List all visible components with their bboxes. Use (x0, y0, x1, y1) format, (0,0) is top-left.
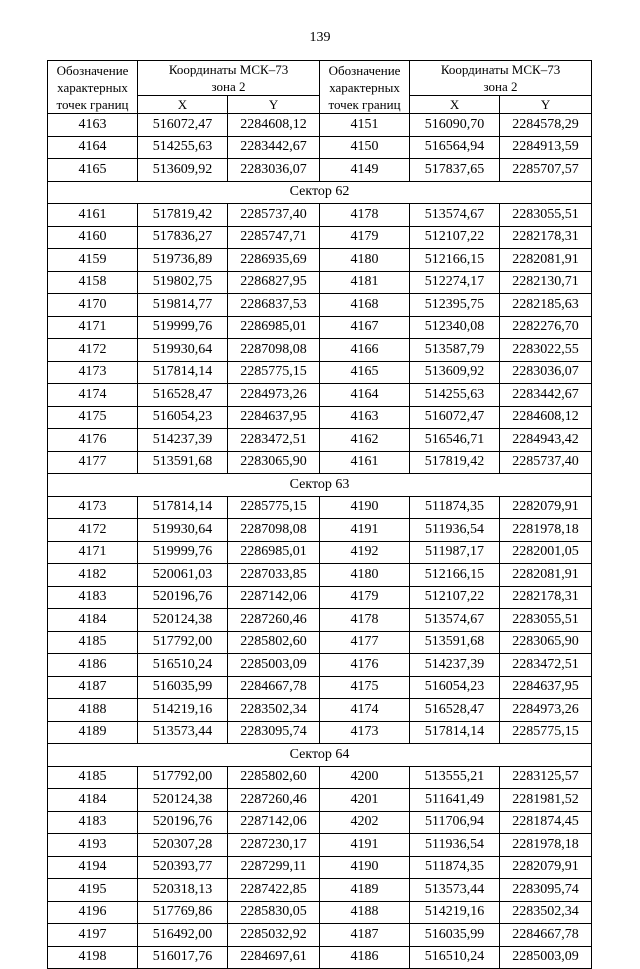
y-right-cell: 2283502,34 (500, 901, 592, 924)
x-right-cell: 511936,54 (410, 519, 500, 542)
table-row (48, 721, 592, 744)
y-left-cell: 2283095,74 (228, 721, 320, 744)
x-left-cell: 516072,47 (138, 114, 228, 137)
table-row (48, 339, 592, 362)
y-left-cell: 2285775,15 (228, 361, 320, 384)
point-right-cell: 4180 (320, 249, 410, 272)
x-left-cell: 517792,00 (138, 631, 228, 654)
y-left-cell: 2287098,08 (228, 519, 320, 542)
x-header-right: X (410, 96, 500, 114)
x-right-cell: 516072,47 (410, 406, 500, 429)
y-left-cell: 2285737,40 (228, 204, 320, 227)
x-right-cell: 511874,35 (410, 856, 500, 879)
point-right-cell: 4161 (320, 451, 410, 474)
y-left-cell: 2283472,51 (228, 429, 320, 452)
y-right-cell: 2285707,57 (500, 159, 592, 182)
y-right-cell: 2282276,70 (500, 316, 592, 339)
x-right-cell: 511987,17 (410, 541, 500, 564)
x-right-cell: 511936,54 (410, 834, 500, 857)
x-left-cell: 513573,44 (138, 721, 228, 744)
y-left-cell: 2287299,11 (228, 856, 320, 879)
table-row (48, 451, 592, 474)
y-right-cell: 2283055,51 (500, 609, 592, 632)
y-left-cell: 2284667,78 (228, 676, 320, 699)
coords-header-left: Координаты МСК–73 зона 2 (138, 61, 320, 96)
sector-heading-row (48, 474, 592, 497)
table-row (48, 631, 592, 654)
point-left-cell: 4172 (48, 339, 138, 362)
y-right-cell: 2284667,78 (500, 924, 592, 947)
x-left-cell: 517769,86 (138, 901, 228, 924)
y-right-cell: 2284637,95 (500, 676, 592, 699)
y-left-cell: 2284608,12 (228, 114, 320, 137)
table-row (48, 136, 592, 159)
x-right-cell: 512166,15 (410, 249, 500, 272)
table-header (48, 61, 592, 114)
table-row (48, 811, 592, 834)
x-left-cell: 519999,76 (138, 541, 228, 564)
point-right-cell: 4166 (320, 339, 410, 362)
x-header-left: X (138, 96, 228, 114)
point-left-cell: 4173 (48, 361, 138, 384)
point-right-cell: 4181 (320, 271, 410, 294)
x-left-cell: 517814,14 (138, 361, 228, 384)
point-right-cell: 4187 (320, 924, 410, 947)
y-header-right: Y (500, 96, 592, 114)
x-left-cell: 517792,00 (138, 766, 228, 789)
y-right-cell: 2282081,91 (500, 249, 592, 272)
point-left-cell: 4197 (48, 924, 138, 947)
x-right-cell: 512395,75 (410, 294, 500, 317)
point-left-cell: 4171 (48, 541, 138, 564)
y-right-cell: 2283036,07 (500, 361, 592, 384)
table-row (48, 699, 592, 722)
x-left-cell: 517836,27 (138, 226, 228, 249)
table-row (48, 159, 592, 182)
y-left-cell: 2287142,06 (228, 811, 320, 834)
point-left-cell: 4160 (48, 226, 138, 249)
table-row (48, 946, 592, 969)
y-right-cell: 2282081,91 (500, 564, 592, 587)
point-right-cell: 4179 (320, 586, 410, 609)
x-right-cell: 516528,47 (410, 699, 500, 722)
point-left-cell: 4174 (48, 384, 138, 407)
point-left-cell: 4182 (48, 564, 138, 587)
sector-heading: Сектор 62 (48, 181, 592, 204)
point-left-cell: 4184 (48, 609, 138, 632)
point-right-cell: 4164 (320, 384, 410, 407)
point-right-cell: 4162 (320, 429, 410, 452)
point-right-cell: 4174 (320, 699, 410, 722)
y-left-cell: 2283065,90 (228, 451, 320, 474)
x-left-cell: 520307,28 (138, 834, 228, 857)
table-row (48, 316, 592, 339)
point-left-cell: 4184 (48, 789, 138, 812)
x-right-cell: 512340,08 (410, 316, 500, 339)
y-left-cell: 2285003,09 (228, 654, 320, 677)
table-body (48, 114, 592, 969)
x-right-cell: 516510,24 (410, 946, 500, 969)
x-left-cell: 519930,64 (138, 339, 228, 362)
point-left-cell: 4176 (48, 429, 138, 452)
table-row (48, 564, 592, 587)
x-right-cell: 513573,44 (410, 879, 500, 902)
x-left-cell: 513591,68 (138, 451, 228, 474)
table-row (48, 924, 592, 947)
point-right-cell: 4177 (320, 631, 410, 654)
point-left-cell: 4164 (48, 136, 138, 159)
y-left-cell: 2283036,07 (228, 159, 320, 182)
x-right-cell: 516090,70 (410, 114, 500, 137)
x-right-cell: 513574,67 (410, 609, 500, 632)
y-left-cell: 2287230,17 (228, 834, 320, 857)
y-right-cell: 2284913,59 (500, 136, 592, 159)
y-left-cell: 2283502,34 (228, 699, 320, 722)
y-right-cell: 2282130,71 (500, 271, 592, 294)
x-left-cell: 516492,00 (138, 924, 228, 947)
y-right-cell: 2283022,55 (500, 339, 592, 362)
x-left-cell: 520124,38 (138, 789, 228, 812)
point-left-cell: 4194 (48, 856, 138, 879)
y-right-cell: 2283125,57 (500, 766, 592, 789)
y-left-cell: 2287422,85 (228, 879, 320, 902)
point-right-cell: 4189 (320, 879, 410, 902)
y-right-cell: 2285775,15 (500, 721, 592, 744)
point-right-cell: 4168 (320, 294, 410, 317)
y-left-cell: 2286985,01 (228, 541, 320, 564)
y-right-cell: 2283472,51 (500, 654, 592, 677)
point-left-cell: 4198 (48, 946, 138, 969)
point-left-cell: 4175 (48, 406, 138, 429)
x-left-cell: 520124,38 (138, 609, 228, 632)
y-left-cell: 2285802,60 (228, 631, 320, 654)
y-left-cell: 2283442,67 (228, 136, 320, 159)
x-right-cell: 512166,15 (410, 564, 500, 587)
point-right-cell: 4191 (320, 519, 410, 542)
point-right-cell: 4163 (320, 406, 410, 429)
point-right-cell: 4175 (320, 676, 410, 699)
point-left-cell: 4187 (48, 676, 138, 699)
y-left-cell: 2284973,26 (228, 384, 320, 407)
y-right-cell: 2284608,12 (500, 406, 592, 429)
point-right-cell: 4173 (320, 721, 410, 744)
x-right-cell: 512274,17 (410, 271, 500, 294)
y-right-cell: 2282001,05 (500, 541, 592, 564)
y-right-cell: 2282185,63 (500, 294, 592, 317)
point-right-cell: 4178 (320, 204, 410, 227)
y-header-left: Y (228, 96, 320, 114)
x-right-cell: 511874,35 (410, 496, 500, 519)
x-left-cell: 516054,23 (138, 406, 228, 429)
sector-heading: Сектор 63 (48, 474, 592, 497)
point-right-cell: 4191 (320, 834, 410, 857)
x-right-cell: 511641,49 (410, 789, 500, 812)
x-right-cell: 516546,71 (410, 429, 500, 452)
x-left-cell: 516035,99 (138, 676, 228, 699)
x-left-cell: 516528,47 (138, 384, 228, 407)
table-row (48, 834, 592, 857)
point-right-cell: 4200 (320, 766, 410, 789)
y-right-cell: 2284973,26 (500, 699, 592, 722)
point-left-cell: 4158 (48, 271, 138, 294)
point-right-cell: 4150 (320, 136, 410, 159)
point-left-cell: 4170 (48, 294, 138, 317)
point-right-cell: 4176 (320, 654, 410, 677)
x-left-cell: 519736,89 (138, 249, 228, 272)
table-row (48, 249, 592, 272)
table-row (48, 429, 592, 452)
x-right-cell: 512107,22 (410, 226, 500, 249)
sector-heading-row (48, 744, 592, 767)
point-right-cell: 4178 (320, 609, 410, 632)
y-right-cell: 2282079,91 (500, 856, 592, 879)
y-right-cell: 2282178,31 (500, 226, 592, 249)
x-right-cell: 513574,67 (410, 204, 500, 227)
table-row (48, 766, 592, 789)
y-left-cell: 2286985,01 (228, 316, 320, 339)
point-left-cell: 4163 (48, 114, 138, 137)
table-row (48, 519, 592, 542)
x-left-cell: 520196,76 (138, 586, 228, 609)
x-right-cell: 513587,79 (410, 339, 500, 362)
y-right-cell: 2282178,31 (500, 586, 592, 609)
y-left-cell: 2287260,46 (228, 609, 320, 632)
y-left-cell: 2285830,05 (228, 901, 320, 924)
x-left-cell: 516017,76 (138, 946, 228, 969)
y-right-cell: 2285737,40 (500, 451, 592, 474)
x-right-cell: 516054,23 (410, 676, 500, 699)
coords-header-right: Координаты МСК–73 зона 2 (410, 61, 592, 96)
y-left-cell: 2286827,95 (228, 271, 320, 294)
y-left-cell: 2287098,08 (228, 339, 320, 362)
point-left-cell: 4173 (48, 496, 138, 519)
point-left-cell: 4193 (48, 834, 138, 857)
designation-header-left: Обозначение характерных точек границ (48, 61, 138, 114)
y-left-cell: 2285747,71 (228, 226, 320, 249)
table-row (48, 586, 592, 609)
x-left-cell: 514219,16 (138, 699, 228, 722)
table-row (48, 496, 592, 519)
point-left-cell: 4183 (48, 811, 138, 834)
y-left-cell: 2285032,92 (228, 924, 320, 947)
y-right-cell: 2281981,52 (500, 789, 592, 812)
y-right-cell: 2283065,90 (500, 631, 592, 654)
point-right-cell: 4188 (320, 901, 410, 924)
y-left-cell: 2284637,95 (228, 406, 320, 429)
point-left-cell: 4183 (48, 586, 138, 609)
y-left-cell: 2287142,06 (228, 586, 320, 609)
y-left-cell: 2286935,69 (228, 249, 320, 272)
y-left-cell: 2285802,60 (228, 766, 320, 789)
sector-heading: Сектор 64 (48, 744, 592, 767)
x-left-cell: 519802,75 (138, 271, 228, 294)
x-left-cell: 513609,92 (138, 159, 228, 182)
x-right-cell: 517837,65 (410, 159, 500, 182)
table-row (48, 654, 592, 677)
table-row (48, 226, 592, 249)
table-row (48, 901, 592, 924)
point-left-cell: 4189 (48, 721, 138, 744)
point-right-cell: 4165 (320, 361, 410, 384)
x-left-cell: 514255,63 (138, 136, 228, 159)
table-row (48, 361, 592, 384)
point-left-cell: 4177 (48, 451, 138, 474)
table-row (48, 856, 592, 879)
x-right-cell: 514255,63 (410, 384, 500, 407)
x-right-cell: 513591,68 (410, 631, 500, 654)
y-right-cell: 2283055,51 (500, 204, 592, 227)
point-left-cell: 4186 (48, 654, 138, 677)
point-left-cell: 4195 (48, 879, 138, 902)
y-right-cell: 2283095,74 (500, 879, 592, 902)
y-right-cell: 2283442,67 (500, 384, 592, 407)
x-left-cell: 517819,42 (138, 204, 228, 227)
point-left-cell: 4161 (48, 204, 138, 227)
y-left-cell: 2287033,85 (228, 564, 320, 587)
point-right-cell: 4151 (320, 114, 410, 137)
x-left-cell: 520318,13 (138, 879, 228, 902)
y-right-cell: 2281874,45 (500, 811, 592, 834)
point-right-cell: 4190 (320, 856, 410, 879)
y-right-cell: 2282079,91 (500, 496, 592, 519)
x-left-cell: 520393,77 (138, 856, 228, 879)
y-left-cell: 2285775,15 (228, 496, 320, 519)
x-right-cell: 511706,94 (410, 811, 500, 834)
coordinates-table (47, 60, 592, 969)
x-right-cell: 514237,39 (410, 654, 500, 677)
x-right-cell: 516035,99 (410, 924, 500, 947)
point-right-cell: 4202 (320, 811, 410, 834)
x-left-cell: 516510,24 (138, 654, 228, 677)
x-left-cell: 520061,03 (138, 564, 228, 587)
y-right-cell: 2284943,42 (500, 429, 592, 452)
page-number: 139 (309, 30, 331, 45)
y-left-cell: 2286837,53 (228, 294, 320, 317)
point-right-cell: 4180 (320, 564, 410, 587)
point-left-cell: 4171 (48, 316, 138, 339)
x-left-cell: 519814,77 (138, 294, 228, 317)
x-right-cell: 513555,21 (410, 766, 500, 789)
y-right-cell: 2281978,18 (500, 834, 592, 857)
table-row (48, 789, 592, 812)
table-row (48, 114, 592, 137)
point-right-cell: 4149 (320, 159, 410, 182)
table-row (48, 676, 592, 699)
x-right-cell: 516564,94 (410, 136, 500, 159)
x-right-cell: 514219,16 (410, 901, 500, 924)
table-row (48, 406, 592, 429)
y-left-cell: 2284697,61 (228, 946, 320, 969)
point-right-cell: 4179 (320, 226, 410, 249)
x-right-cell: 517814,14 (410, 721, 500, 744)
y-right-cell: 2284578,29 (500, 114, 592, 137)
point-right-cell: 4167 (320, 316, 410, 339)
table-row (48, 294, 592, 317)
table-row (48, 271, 592, 294)
point-left-cell: 4185 (48, 631, 138, 654)
x-left-cell: 519930,64 (138, 519, 228, 542)
point-left-cell: 4196 (48, 901, 138, 924)
point-left-cell: 4188 (48, 699, 138, 722)
point-right-cell: 4192 (320, 541, 410, 564)
table-row (48, 204, 592, 227)
point-right-cell: 4190 (320, 496, 410, 519)
sector-heading-row (48, 181, 592, 204)
x-left-cell: 517814,14 (138, 496, 228, 519)
table-row (48, 541, 592, 564)
y-right-cell: 2285003,09 (500, 946, 592, 969)
point-left-cell: 4159 (48, 249, 138, 272)
y-left-cell: 2287260,46 (228, 789, 320, 812)
y-right-cell: 2281978,18 (500, 519, 592, 542)
x-right-cell: 513609,92 (410, 361, 500, 384)
table-row (48, 384, 592, 407)
x-right-cell: 517819,42 (410, 451, 500, 474)
point-left-cell: 4165 (48, 159, 138, 182)
x-left-cell: 520196,76 (138, 811, 228, 834)
point-right-cell: 4201 (320, 789, 410, 812)
point-left-cell: 4185 (48, 766, 138, 789)
x-left-cell: 519999,76 (138, 316, 228, 339)
point-right-cell: 4186 (320, 946, 410, 969)
x-left-cell: 514237,39 (138, 429, 228, 452)
point-left-cell: 4172 (48, 519, 138, 542)
designation-header-right: Обозначение характерных точек границ (320, 61, 410, 114)
table-row (48, 609, 592, 632)
x-right-cell: 512107,22 (410, 586, 500, 609)
table-row (48, 879, 592, 902)
